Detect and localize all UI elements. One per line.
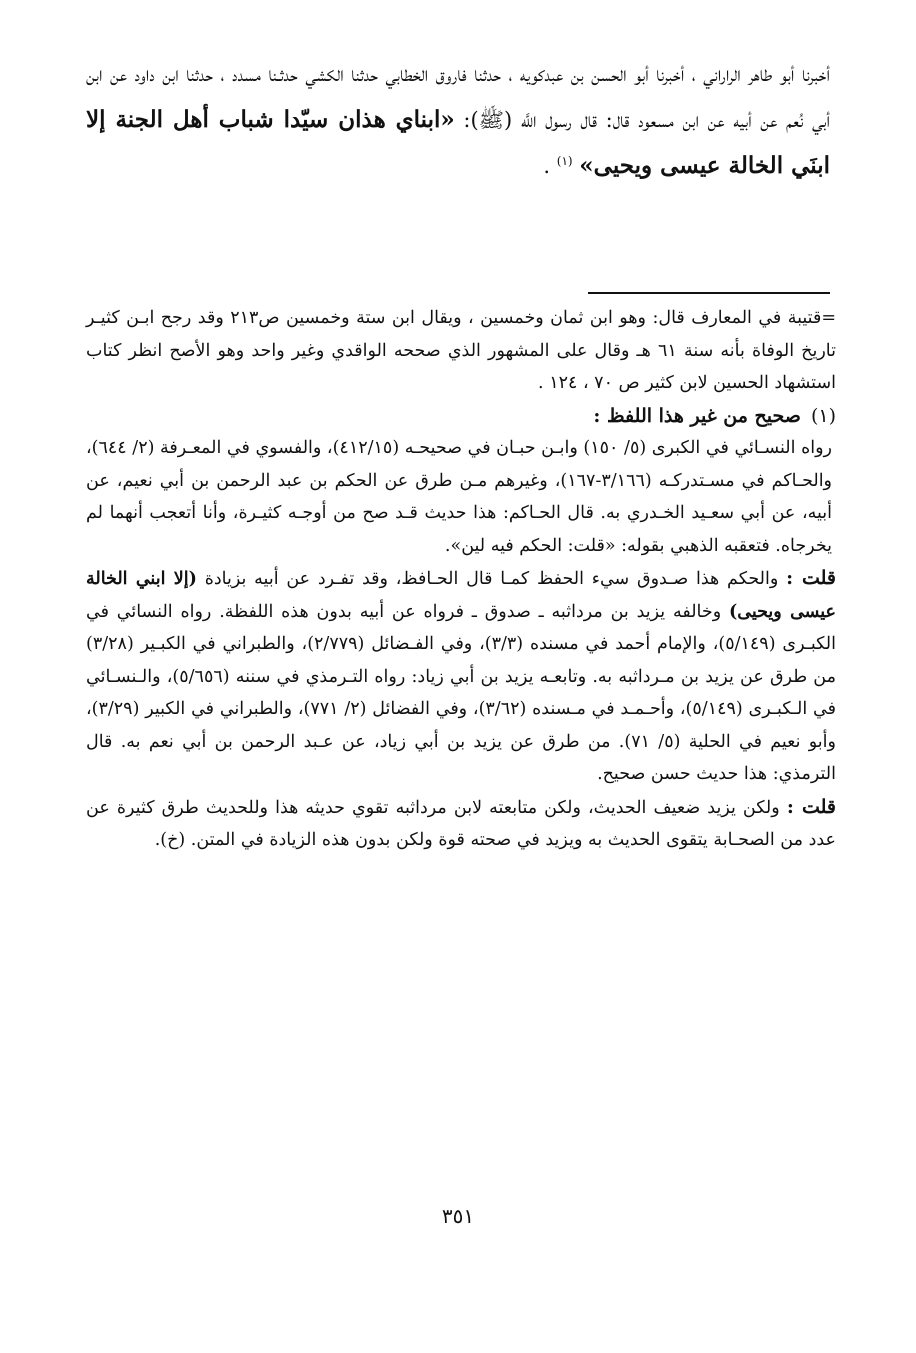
hadith-text (86, 52, 830, 189)
qult-paragraph-2 (86, 791, 836, 857)
qult-2-text: ولكن يزيد ضعيف الحديث، ولكن متابعته لابن مرداثبه تقوي حديثه هذا وللحديث طرق كثيرة عن عدد من الصحـابة يتقوى الحديث به ويزيد في صحته قوة ولكن بدون هذه الزيادة في المتن. (خ). (86, 797, 836, 850)
qult-1-text-b: وخالفه يزيد بن مرداثبه ـ صدوق ـ فرواه عن أبيه بدون هذه اللفظة. رواه النسائي في الكبـرى (٥/١٤٩)، والإمام أحمد في مسنده (٣/٣)، وفي الفـضائل (٢/٧٧٩)، والطبراني في الكبـير (٣/٢٨) من طرق عن يزيد بن مـرداثبه به. وتابعـه يزيد بن أبي زياد: رواه التـرمذي في سننه (٥/٦٥٦)، والـنسـائي في الـكبـرى (٥/١٤٩)، وأحـمـد في مـسنده (٣/٦٢)، وفي الفضائل (٢/ ٧٧١)، والطبراني في الكبير (٣/٢٩)، وأبو نعيم في الحلية (٥/ ٧١). من طرق عن يزيد بن أبي زياد، عن عـبد الرحمن بن أبي نعم به. قال الترمذي: هذا حديث حسن صحيح. (86, 601, 836, 784)
footnote-1-number: (١) (810, 404, 836, 427)
qult-label: قلت : (786, 567, 836, 589)
footnote-1-heading (86, 400, 836, 433)
hadith-quote: «ابناي هذان سيّدا شباب أهل الجنة إلا ابنَي الخالة عيسى ويحيى» (86, 106, 830, 179)
footnote-1-title: صحيح من غير هذا اللفظ : (593, 404, 801, 427)
qult-label: قلت : (786, 795, 836, 818)
footnote-separator (588, 292, 830, 294)
qult-paragraph-1 (86, 562, 836, 791)
qult-1-bold-phrase: (إلا ابني الخالة عيسى ويحيى) (86, 569, 836, 622)
footnote-1-paragraph: رواه النسـائي في الكبرى (٥/ ١٥٠) وابـن حبـان في صحيحـه (٤١٢/١٥)، والفسوي في المعـرفة (٢/ ٦٤٤)، والحـاكم في مسـتدركـه (٣/١٦٦-١٦٧)، وغيرهم مـن طرق عن الحكم بن عبد الرحمن بن أبي نعيم، عن أبيه، عن أبي سعـيد الخـدري به. قال الحـاكم: هذا حديث قـد صح من أوجـه كثيـرة، وأنا أتعجب أنهما لم يخرجاه. فتعقبه الذهبي بقوله: «قلت: الحكم فيه لين». (86, 438, 833, 556)
footnote-continuation: =قتيبة في المعارف قال: وهو ابن ثمان وخمسين ، ويقال ابن ستة وخمسين ص٢١٣ وقد رجح ابـن كثيـر تاريخ الوفاة بأنه سنة ٦١ هـ وقال على المشهور الذي صححه الواقدي وغير واحد وهو الأصح انظر كتاب استشهاد الحسين لابن كثير ص ٧٠ ، ١٢٤ . (86, 308, 836, 393)
footnote-reference[interactable]: (١) (556, 154, 573, 168)
page-number: ٣٥١ (441, 1204, 475, 1228)
qult-1-text-a: والحكم هذا صـدوق سيء الحفظ كمـا قال الحـافظ، وقد تفـرد عن أبيه بزيادة (204, 569, 779, 589)
isnad-text: أخبرنا أبو طاهر الراراني ، أخبرنا أبو الحسن بن عبدكويه ، حدثنا فاروق الخطابي حدثنا الكشي حدثـنا مسدد ، حدثنا ابن داود عن ابن أبي نُعم عن أبيه عن ابن مسعود قال: قال رسول اللَّه (ﷺ): (86, 62, 830, 132)
sentence-end: . (543, 154, 551, 178)
footnotes-section (86, 302, 836, 857)
